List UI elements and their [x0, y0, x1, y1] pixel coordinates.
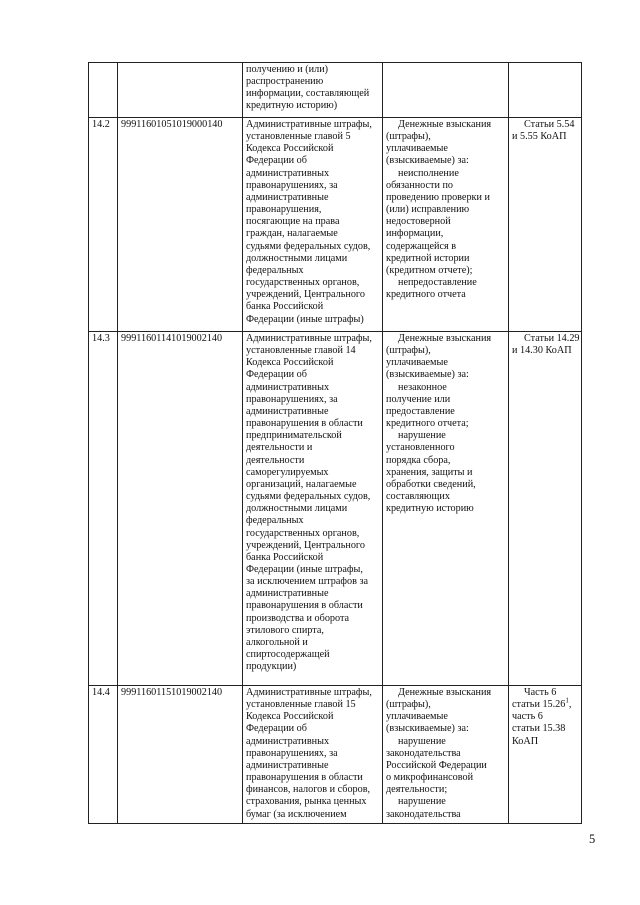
description-line: (взыскиваемые) за: [386, 369, 469, 381]
income-name-line: этилового спирта, [246, 624, 324, 636]
description-line: уплачиваемые [386, 357, 448, 369]
cell-row-number [89, 63, 118, 118]
legal-article-line [512, 119, 578, 131]
income-name-line: Административные штрафы, [246, 119, 372, 130]
budget-classification-code: 99911601151019002140 [121, 687, 223, 698]
income-name-line: должностными лицами [246, 503, 348, 515]
income-name-line: федеральных [246, 264, 304, 276]
cell-row-number [89, 686, 118, 824]
description-line: незаконное [398, 381, 447, 393]
cell-income-name [243, 118, 383, 332]
punctuation: , [568, 699, 572, 711]
income-name-line: кредитную историю) [246, 100, 338, 112]
description-line: законодательства [386, 747, 461, 759]
income-name-line: предпринимательской [246, 430, 342, 442]
description-line: Денежные взыскания [398, 687, 492, 698]
description-line: Денежные взыскания [398, 333, 492, 344]
income-name-line: продукции) [246, 661, 297, 673]
income-name-line: страхования, рынка ценных [246, 796, 367, 808]
income-name-line: правонарушениях, за [246, 179, 338, 191]
income-name-line: установленные главой 14 [246, 345, 356, 357]
cell-legal-articles [509, 63, 582, 118]
cell-income-name [243, 332, 383, 686]
legal-article-line [512, 333, 578, 345]
cell-legal-articles [509, 686, 582, 824]
income-name-line: правонарушения, [246, 204, 322, 216]
income-name-line: административные [246, 191, 329, 203]
fines-table-body [89, 63, 582, 824]
legal-article-text: статьи 15.38 [512, 723, 566, 735]
income-name-line: административные [246, 759, 329, 771]
cell-row-number [89, 332, 118, 686]
income-name-line: административных [246, 381, 330, 393]
budget-classification-code: 99911601051019000140 [121, 119, 223, 130]
income-name-line: банка Российской [246, 301, 324, 313]
legal-article-text: Статьи 5.54 [524, 119, 575, 130]
description-line: деятельности; [386, 784, 448, 796]
description-line: уплачиваемые [386, 711, 448, 723]
income-name-line: Административные штрафы, [246, 333, 372, 344]
income-name-line: банка Российской [246, 551, 324, 563]
description-line: получение или [386, 393, 451, 405]
legal-article-text: статьи 15.26 [512, 699, 566, 711]
income-name-line: административные [246, 405, 329, 417]
income-name-line: информации, составляющей [246, 88, 370, 100]
table-row [89, 686, 582, 824]
income-name-line: судьями федеральных судов, [246, 491, 371, 503]
income-name-line: Кодекса Российской [246, 143, 334, 155]
description-line: (кредитном отчете); [386, 264, 473, 276]
legal-article-line [512, 131, 578, 143]
income-name-line: деятельности [246, 454, 305, 466]
description-line: нарушение [398, 430, 446, 442]
income-name-line: правонарушения в области [246, 418, 363, 430]
income-name-line: административных [246, 167, 330, 179]
income-name-line: учреждений, Центрального [246, 539, 365, 551]
legal-article-line [512, 345, 578, 357]
description-line: кредитной истории [386, 252, 470, 264]
income-name-line: правонарушениях, за [246, 393, 338, 405]
income-name-line: бумаг (за исключением [246, 808, 347, 820]
legal-article-text: Статьи 14.29 [524, 333, 580, 344]
description-line: содержащейся в [386, 240, 457, 252]
cell-row-number [89, 118, 118, 332]
income-name-line: финансов, налогов и сборов, [246, 784, 371, 796]
cell-legal-articles [509, 118, 582, 332]
cell-income-name [243, 686, 383, 824]
description-line: составляющих [386, 491, 450, 503]
income-name-line: правонарушения в области [246, 772, 363, 784]
income-name-line: правонарушениях, за [246, 747, 338, 759]
income-name-line: государственных органов, [246, 277, 360, 289]
description-line: хранения, защиты и [386, 466, 473, 478]
description-line: нарушение [398, 796, 446, 808]
legal-article-line [512, 711, 578, 723]
description-line: Российской Федерации [386, 759, 487, 771]
income-name-line: государственных органов, [246, 527, 360, 539]
legal-article-text: часть 6 [512, 711, 543, 723]
income-name-line: должностными лицами [246, 252, 348, 264]
income-name-line: Федерации (иные штрафы, [246, 563, 363, 575]
income-name-line: распространению [246, 76, 324, 88]
cell-description [383, 332, 509, 686]
income-name-line: Кодекса Российской [246, 711, 334, 723]
cell-description [383, 686, 509, 824]
income-name-line: посягающие на права [246, 216, 340, 228]
cell-legal-articles [509, 332, 582, 686]
fines-table [88, 62, 582, 824]
legal-article-line [512, 723, 578, 735]
row-number: 14.2 [92, 119, 110, 130]
income-name-line: производства и оборота [246, 612, 350, 624]
description-line: кредитную историю [386, 503, 474, 515]
description-line: (штрафы), [386, 131, 431, 143]
income-name-line: судьями федеральных судов, [246, 240, 371, 252]
cell-budget-code [118, 118, 243, 332]
income-name-line: Кодекса Российской [246, 357, 334, 369]
description-line: о микрофинансовой [386, 772, 474, 784]
income-name-line: граждан, налагаемые [246, 228, 338, 240]
cell-description [383, 118, 509, 332]
table-row [89, 118, 582, 332]
legal-article-text: Часть 6 [524, 687, 557, 698]
cell-income-name [243, 63, 383, 118]
legal-article-line [512, 696, 578, 711]
income-name-line: Федерации об [246, 369, 307, 381]
budget-classification-code: 99911601141019002140 [121, 333, 223, 344]
row-number: 14.4 [92, 687, 110, 698]
legal-article-line [512, 736, 578, 748]
income-name-line: деятельности и [246, 442, 313, 454]
income-name-line: Федерации (иные штрафы) [246, 313, 364, 325]
description-line: обязанности по [386, 179, 454, 191]
table-row [89, 63, 582, 118]
description-line: Денежные взыскания [398, 119, 492, 130]
description-line: непредоставление [398, 277, 477, 289]
income-name-line: получению и (или) [246, 64, 329, 75]
description-line: недостоверной [386, 216, 451, 228]
description-line: уплачиваемые [386, 143, 448, 155]
cell-description [383, 63, 509, 118]
description-line: информации, [386, 228, 444, 240]
cell-budget-code [118, 686, 243, 824]
cell-budget-code [118, 332, 243, 686]
legal-article-text: и 14.30 КоАП [512, 345, 572, 357]
description-line: (или) исправлению [386, 204, 470, 216]
income-name-line: алкогольной и [246, 636, 308, 648]
cell-budget-code [118, 63, 243, 118]
description-line: неисполнение [398, 167, 459, 179]
income-name-line: федеральных [246, 515, 304, 527]
description-line: установленного [386, 442, 455, 454]
income-name-line: административные [246, 588, 329, 600]
description-line: кредитного отчета; [386, 418, 469, 430]
description-line: (взыскиваемые) за: [386, 723, 469, 735]
description-line: (штрафы), [386, 345, 431, 357]
income-name-line: организаций, налагаемые [246, 478, 357, 490]
description-line: законодательства [386, 808, 461, 820]
row-number: 14.3 [92, 333, 110, 344]
legal-article-text: КоАП [512, 735, 539, 747]
income-name-line: правонарушения в области [246, 600, 363, 612]
table-row [89, 332, 582, 686]
income-name-line: Административные штрафы, [246, 687, 372, 698]
description-line: предоставление [386, 405, 455, 417]
legal-article-text: и 5.55 КоАП [512, 131, 567, 143]
description-line: (штрафы), [386, 699, 431, 711]
description-line: проведению проверки и [386, 191, 490, 203]
income-name-line: Федерации об [246, 155, 307, 167]
income-name-line: учреждений, Центрального [246, 289, 365, 301]
income-name-line: установленные главой 5 [246, 131, 351, 143]
income-name-line: Федерации об [246, 723, 307, 735]
income-name-line: административных [246, 735, 330, 747]
superscript: 1 [565, 696, 569, 705]
income-name-line: спиртосодержащей [246, 649, 330, 661]
page-number: 5 [589, 832, 596, 846]
description-line: кредитного отчета [386, 289, 466, 301]
description-line: порядка сбора, [386, 454, 451, 466]
income-name-line: саморегулируемых [246, 466, 329, 478]
income-name-line: за исключением штрафов за [246, 576, 369, 588]
description-line: (взыскиваемые) за: [386, 155, 469, 167]
description-line: нарушение [398, 735, 446, 747]
description-line: обработки сведений, [386, 478, 476, 490]
income-name-line: установленные главой 15 [246, 699, 356, 711]
